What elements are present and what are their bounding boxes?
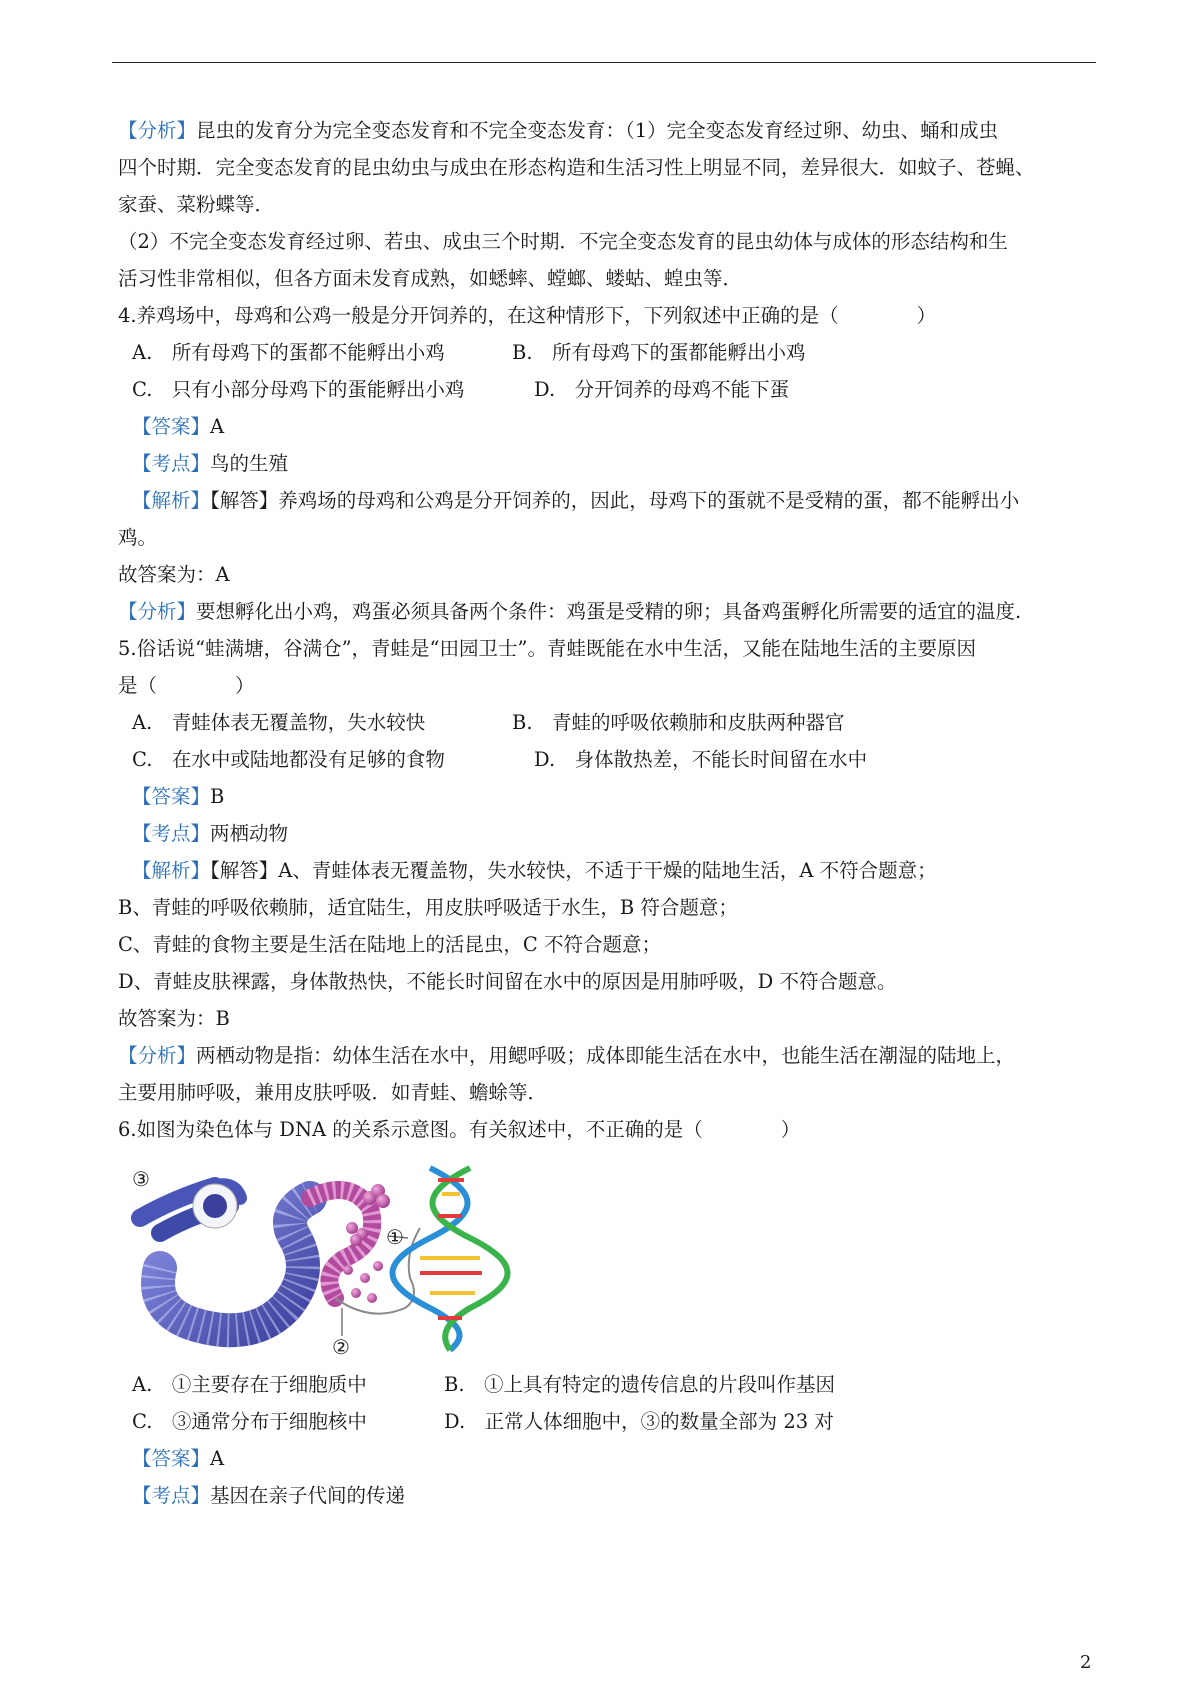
option-b: B. ①上具有特定的遗传信息的片段叫作基因 [444, 1373, 836, 1396]
kaodian-tag: 【考点】 [132, 1484, 211, 1507]
chromosome-dna-figure [120, 1158, 520, 1358]
option-a: A. 青蛙体表无覆盖物，失水较快 [132, 711, 426, 734]
answer-line [118, 778, 1098, 815]
answer-line [118, 408, 1098, 445]
analysis-tag: 【分析】 [118, 600, 197, 623]
answer-value: A [210, 1447, 225, 1470]
chromosome-dna-diagram [120, 1158, 520, 1358]
magnify-detail [203, 1194, 227, 1218]
analysis-text: 要想孵化出小鸡，鸡蛋必须具备两个条件：鸡蛋是受精的卵；具备鸡蛋孵化所需要的适宜的温度. [196, 600, 1022, 623]
kaodian-line [118, 815, 1098, 852]
analysis-text: 昆虫的发育分为完全变态发育和不完全变态发育：（1）完全变态发育经过卵、幼虫、蛹和成虫 [196, 119, 999, 142]
answer-value: B [210, 785, 225, 808]
question-5-options-row2 [118, 741, 1098, 778]
answer-value: A [210, 415, 225, 438]
jiexi-line: B、青蛙的呼吸依赖肺，适宜陆生，用皮肤呼吸适于水生，B 符合题意； [118, 896, 738, 919]
answer-tag: 【答案】 [132, 785, 211, 808]
jiexi-line: C、青蛙的食物主要是生活在陆地上的活昆虫，C 不符合题意； [118, 933, 662, 956]
jiexi-line [118, 852, 1098, 889]
kaodian-tag: 【考点】 [132, 822, 211, 845]
analysis-text: 两栖动物是指：幼体生活在水中，用鳃呼吸；成体即能生活在水中，也能生活在潮湿的陆地上， [196, 1044, 1016, 1067]
option-d: D. 分开饲养的母鸡不能下蛋 [534, 378, 790, 401]
header-rule [112, 62, 1096, 63]
kaodian-value: 鸟的生殖 [210, 452, 289, 475]
jiexi-text: 【解答】养鸡场的母鸡和公鸡是分开饲养的，因此，母鸡下的蛋就不是受精的蛋，都不能孵出小 [210, 489, 1020, 512]
question-5-stem: 是（ ） [118, 674, 255, 697]
analysis-line: （2）不完全变态发育经过卵、若虫、成虫三个时期．不完全变态发育的昆虫幼体与成体的形态结构和生 [118, 230, 1008, 253]
option-b: B. 所有母鸡下的蛋都能孵出小鸡 [512, 341, 806, 364]
question-4-options-row1 [118, 334, 1098, 371]
question-5-stem: 5.俗话说“蛙满塘，谷满仓”，青蛙是“田园卫士”。青蛙既能在水中生活，又能在陆地生活的主要原因 [118, 637, 976, 660]
label-1: ① [386, 1225, 404, 1249]
analysis-line [118, 112, 1098, 149]
question-6-options-row2 [118, 1403, 1098, 1440]
option-d: D. 身体散热差，不能长时间留在水中 [534, 748, 868, 771]
label-2: ② [332, 1335, 350, 1358]
analysis-line: 四个时期．完全变态发育的昆虫幼虫与成虫在形态构造和生活习性上明显不同，差异很大．如蚊子、苍蝇、 [118, 156, 1035, 179]
jiexi-tag: 【解析】 [132, 489, 211, 512]
option-a: A. 所有母鸡下的蛋都不能孵出小鸡 [132, 341, 445, 364]
jiexi-line: D、青蛙皮肤裸露，身体散热快，不能长时间留在水中的原因是用肺呼吸，D 不符合题意。 [118, 970, 897, 993]
page-number: 2 [1080, 1652, 1092, 1673]
kaodian-tag: 【考点】 [132, 452, 211, 475]
page-content [118, 112, 1098, 1514]
analysis-line: 家蚕、菜粉蝶等． [118, 193, 275, 216]
question-4-stem: 4.养鸡场中，母鸡和公鸡一般是分开饲养的，在这种情形下，下列叙述中正确的是（ ） [118, 304, 937, 327]
jiexi-line [118, 482, 1098, 519]
question-4-options-row2 [118, 371, 1098, 408]
question-6-options-row1 [118, 1366, 1098, 1403]
analysis-line [118, 593, 1098, 630]
analysis-tag: 【分析】 [118, 1044, 197, 1067]
option-c: C. ③通常分布于细胞核中 [132, 1410, 367, 1433]
question-6-stem: 6.如图为染色体与 DNA 的关系示意图。有关叙述中，不正确的是（ ） [118, 1118, 801, 1141]
answer-line [118, 1440, 1098, 1477]
question-5-options-row1 [118, 704, 1098, 741]
jiexi-tag: 【解析】 [132, 859, 211, 882]
jiexi-text: 【解答】A、青蛙体表无覆盖物，失水较快，不适于干燥的陆地生活，A 不符合题意； [210, 859, 937, 882]
option-c: C. 在水中或陆地都没有足够的食物 [132, 748, 445, 771]
answer-tag: 【答案】 [132, 415, 211, 438]
option-b: B. 青蛙的呼吸依赖肺和皮肤两种器官 [512, 711, 845, 734]
kaodian-line [118, 445, 1098, 482]
analysis-line [118, 1037, 1098, 1074]
jiexi-line: 鸡。 [118, 526, 158, 549]
analysis-line: 主要用肺呼吸，兼用皮肤呼吸．如青蛙、蟾蜍等． [118, 1081, 548, 1104]
kaodian-value: 基因在亲子代间的传递 [210, 1484, 406, 1507]
option-a: A. ①主要存在于细胞质中 [132, 1373, 367, 1396]
option-c: C. 只有小部分母鸡下的蛋能孵出小鸡 [132, 378, 465, 401]
answer-tag: 【答案】 [132, 1447, 211, 1470]
label-3: ③ [132, 1167, 150, 1191]
final-answer: 故答案为：A [118, 563, 230, 586]
kaodian-value: 两栖动物 [210, 822, 289, 845]
kaodian-line [118, 1477, 1098, 1514]
analysis-line: 活习性非常相似，但各方面未发育成熟，如蟋蟀、螳螂、蝼蛄、蝗虫等． [118, 267, 743, 290]
option-d: D. 正常人体细胞中，③的数量全部为 23 对 [444, 1410, 834, 1433]
final-answer: 故答案为：B [118, 1007, 230, 1030]
analysis-tag: 【分析】 [118, 119, 197, 142]
